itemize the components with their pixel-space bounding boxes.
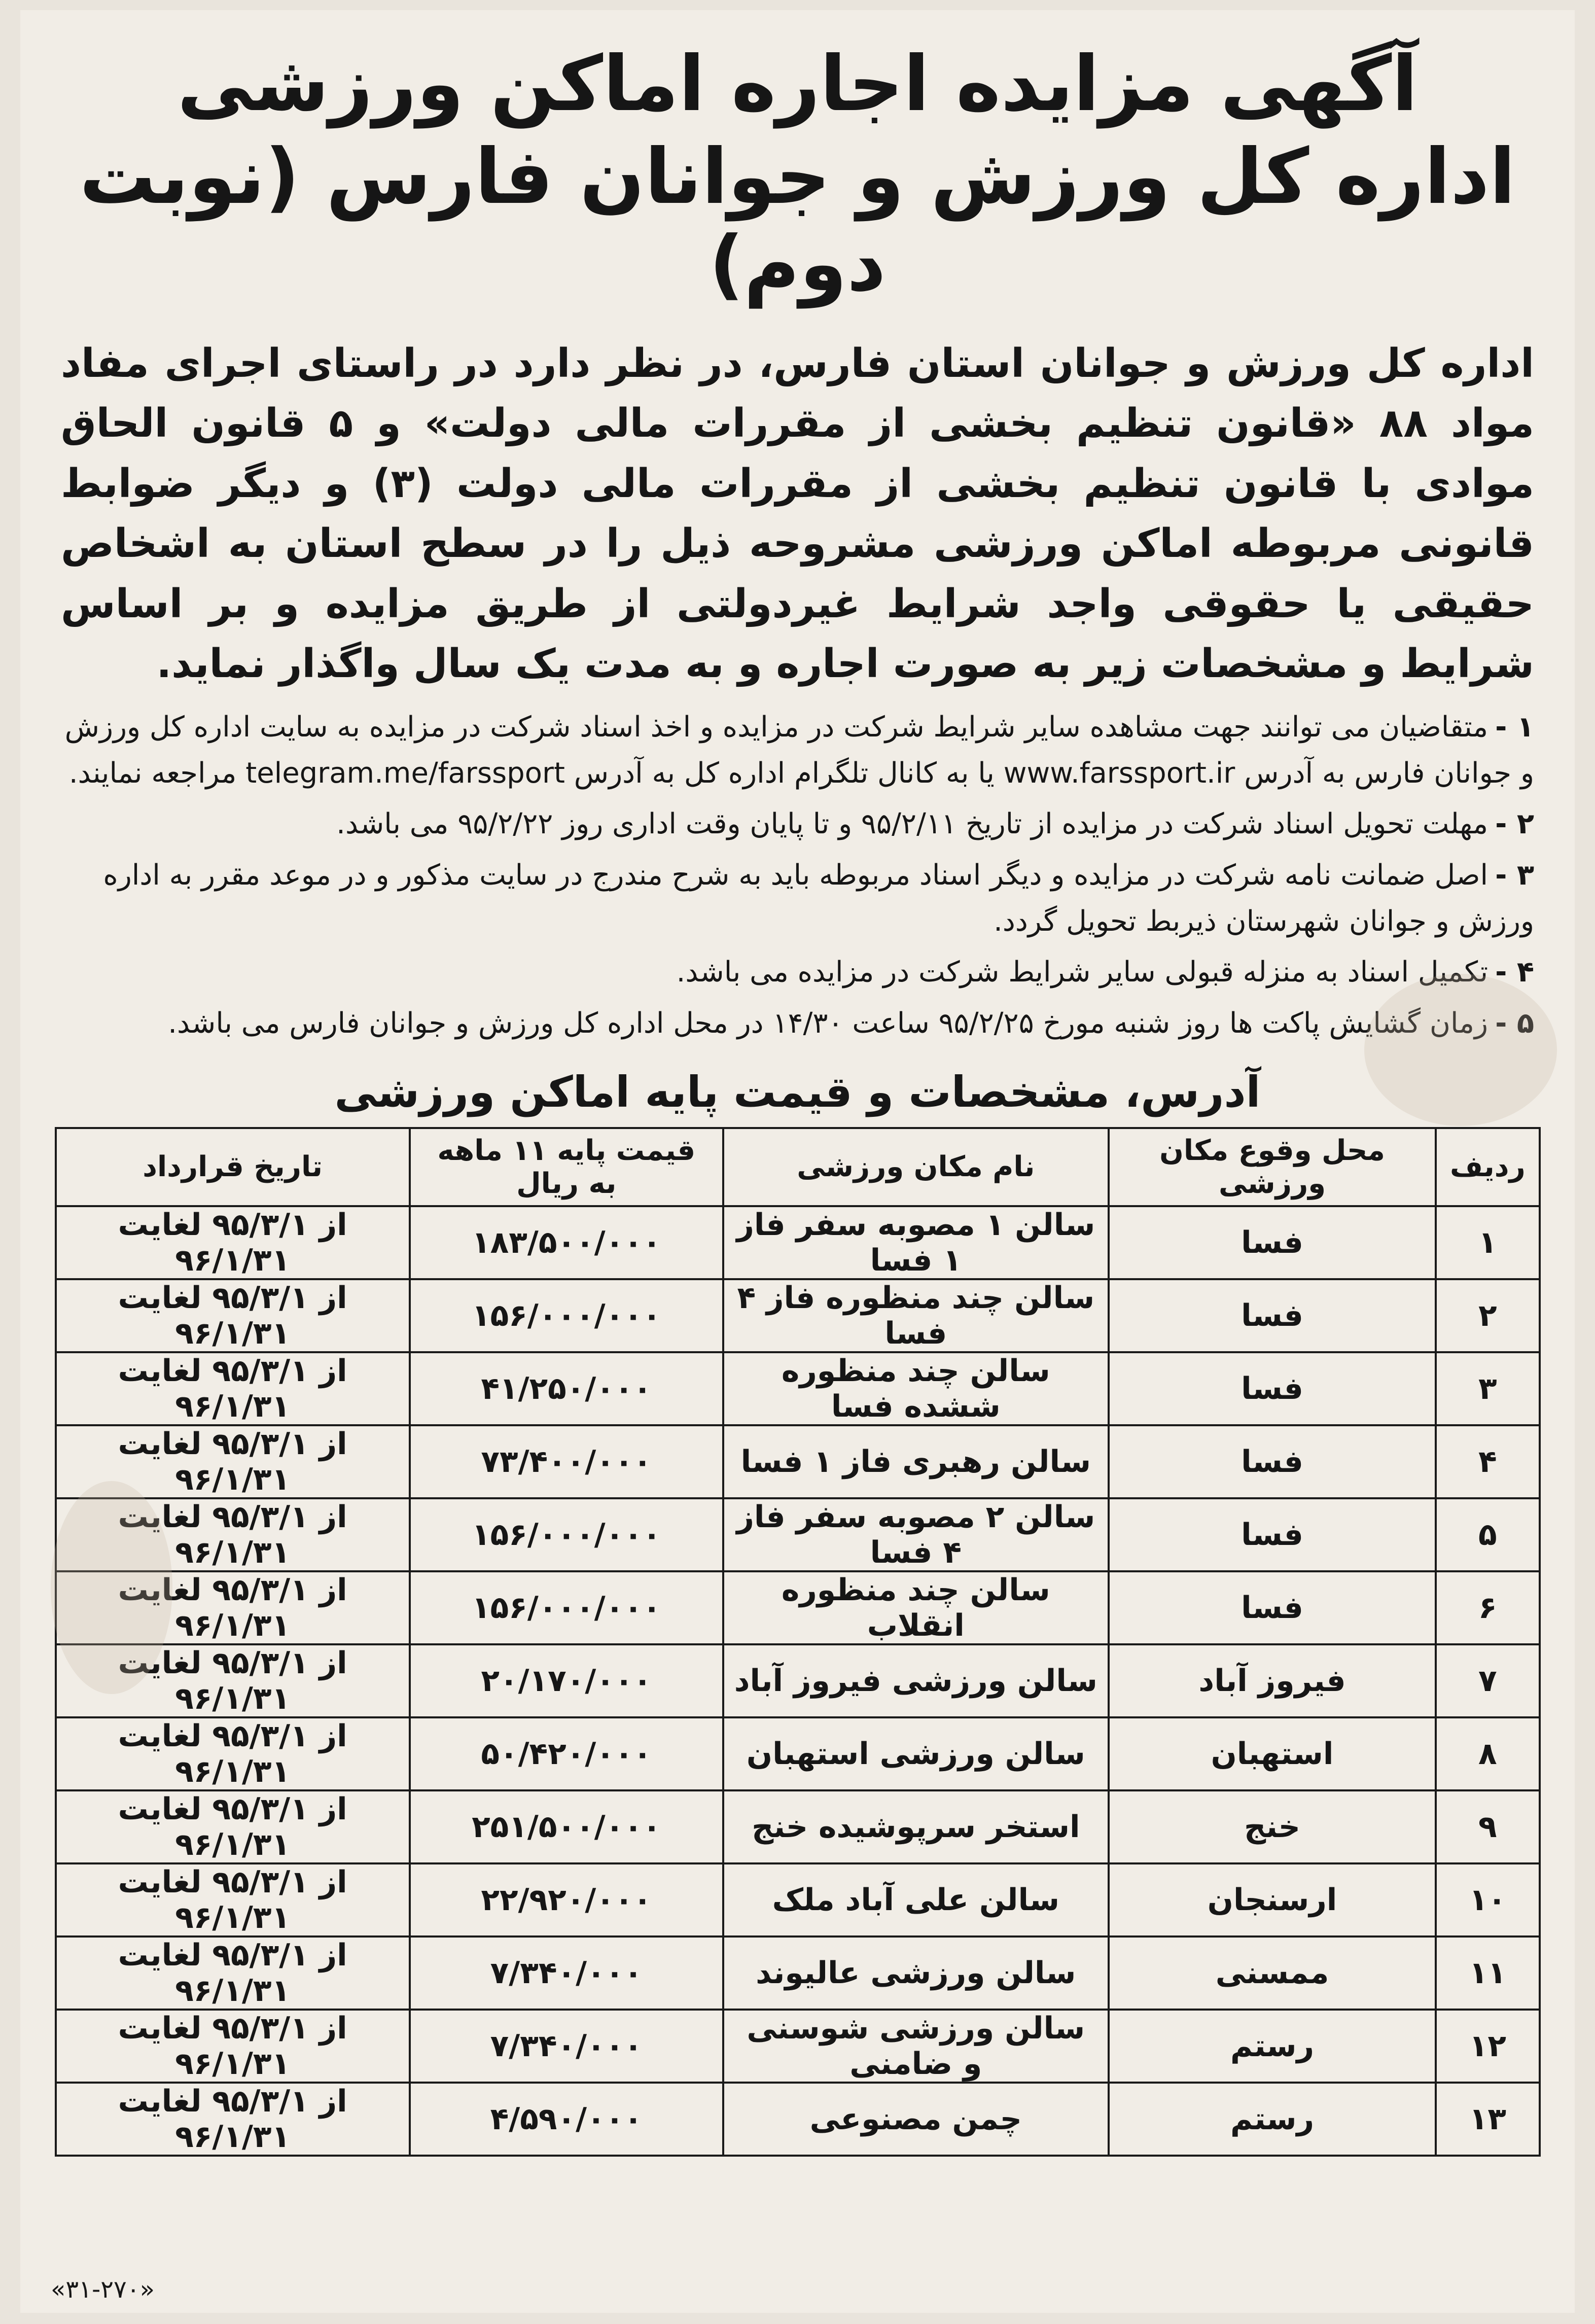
venue-name-cell: سالن علی آباد ملک (723, 1863, 1109, 1936)
clause-item (61, 853, 1534, 944)
base-price-cell: ۱۵۶/۰۰۰/۰۰۰ (410, 1498, 723, 1571)
row-number-cell: ۲ (1436, 1279, 1539, 1352)
clause-number: ۳ - (1495, 858, 1534, 892)
clause-text: اصل ضمانت نامه شرکت در مزایده و دیگر اسناد مربوطه باید به شرح مندرج در سایت مذکور و در موعد مقرر به اداره ورزش و جوانان شهرستان ذیربط تحویل گردد. (103, 858, 1534, 938)
row-number-cell: ۷ (1436, 1644, 1539, 1717)
base-price-cell: ۴۱/۲۵۰/۰۰۰ (410, 1352, 723, 1425)
venue-name-cell: سالن چند منظوره انقلاب (723, 1571, 1109, 1644)
location-cell: ارسنجان (1109, 1863, 1436, 1936)
table-row (56, 1498, 1540, 1571)
clause-item (61, 1001, 1534, 1047)
table-row (56, 1936, 1540, 2010)
table-body (56, 1206, 1540, 2156)
table-row (56, 1571, 1540, 1644)
table-row (56, 1279, 1540, 1352)
row-number-cell: ۱ (1436, 1206, 1539, 1279)
ad-subtitle: اداره کل ورزش و جوانان فارس (نوبت دوم) (79, 132, 1516, 308)
clause-number: ۱ - (1495, 710, 1534, 744)
base-price-cell: ۲۲/۹۲۰/۰۰۰ (410, 1863, 723, 1936)
table-row (56, 1717, 1540, 1790)
table-row (56, 1425, 1540, 1498)
venue-name-cell: سالن ورزشی فیروز آباد (723, 1644, 1109, 1717)
clause-item (61, 801, 1534, 848)
table-row (56, 1790, 1540, 1863)
ad-reference-code: «۳۱-۲۷۰» (51, 2275, 155, 2304)
table-row (56, 2010, 1540, 2083)
location-cell: رستم (1109, 2083, 1436, 2156)
contract-date-cell: از ۹۵/۳/۱ لغایت ۹۶/۱/۳۱ (56, 1863, 410, 1936)
contract-date-cell: از ۹۵/۳/۱ لغایت ۹۶/۱/۳۱ (56, 1206, 410, 1279)
venues-table (55, 1127, 1541, 2157)
table-row (56, 2083, 1540, 2156)
venue-name-cell: سالن ۲ مصوبه سفر فاز ۴ فسا (723, 1498, 1109, 1571)
header-base-price: قیمت پایه ۱۱ ماهه به ریال (410, 1128, 723, 1206)
ad-title: آگهی مزایده اجاره اماکن ورزشی (177, 40, 1418, 128)
contract-date-cell: از ۹۵/۳/۱ لغایت ۹۶/۱/۳۱ (56, 1790, 410, 1863)
header-location: محل وقوع مکان ورزشی (1109, 1128, 1436, 1206)
table-row (56, 1206, 1540, 1279)
row-number-cell: ۴ (1436, 1425, 1539, 1498)
venue-name-cell: سالن ورزشی استهبان (723, 1717, 1109, 1790)
clause-number: ۲ - (1495, 807, 1534, 841)
contract-date-cell: از ۹۵/۳/۱ لغایت ۹۶/۱/۳۱ (56, 1644, 410, 1717)
clause-text: زمان گشایش پاکت ها روز شنبه مورخ ۹۵/۲/۲۵ ساعت ۱۴/۳۰ در محل اداره کل ورزش و جوانان فارس می باشد. (168, 1007, 1488, 1040)
table-header-row (56, 1128, 1540, 1206)
contract-date-cell: از ۹۵/۳/۱ لغایت ۹۶/۱/۳۱ (56, 2083, 410, 2156)
row-number-cell: ۹ (1436, 1790, 1539, 1863)
clauses-list (61, 705, 1534, 1047)
base-price-cell: ۲۰/۱۷۰/۰۰۰ (410, 1644, 723, 1717)
clause-text: تکمیل اسناد به منزله قبولی سایر شرایط شرکت در مزایده می باشد. (676, 956, 1488, 989)
venue-name-cell: سالن ورزشی عالیوند (723, 1936, 1109, 2010)
row-number-cell: ۶ (1436, 1571, 1539, 1644)
advertisement-page (20, 10, 1575, 2313)
header-contract-date: تاریخ قرارداد (56, 1128, 410, 1206)
location-cell: فسا (1109, 1279, 1436, 1352)
contract-date-cell: از ۹۵/۳/۱ لغایت ۹۶/۱/۳۱ (56, 1279, 410, 1352)
location-cell: استهبان (1109, 1717, 1436, 1790)
location-cell: فسا (1109, 1425, 1436, 1498)
clause-text: مهلت تحویل اسناد شرکت در مزایده از تاریخ ۹۵/۲/۱۱ و تا پایان وقت اداری روز ۹۵/۲/۲۲ می باشد. (336, 807, 1488, 841)
location-cell: فسا (1109, 1571, 1436, 1644)
venue-name-cell: استخر سرپوشیده خنج (723, 1790, 1109, 1863)
venue-name-cell: سالن چند منظوره فاز ۴ فسا (723, 1279, 1109, 1352)
venue-name-cell: چمن مصنوعی (723, 2083, 1109, 2156)
paper-stain (1364, 974, 1557, 1126)
location-cell: فسا (1109, 1498, 1436, 1571)
contract-date-cell: از ۹۵/۳/۱ لغایت ۹۶/۱/۳۱ (56, 1936, 410, 2010)
row-number-cell: ۱۰ (1436, 1863, 1539, 1936)
clause-number: ۵ - (1495, 1007, 1534, 1040)
base-price-cell: ۱۵۶/۰۰۰/۰۰۰ (410, 1279, 723, 1352)
paper-stain (51, 1481, 172, 1694)
base-price-cell: ۵۰/۴۲۰/۰۰۰ (410, 1717, 723, 1790)
base-price-cell: ۴/۵۹۰/۰۰۰ (410, 2083, 723, 2156)
row-number-cell: ۱۱ (1436, 1936, 1539, 2010)
table-row (56, 1644, 1540, 1717)
base-price-cell: ۷/۳۴۰/۰۰۰ (410, 1936, 723, 2010)
row-number-cell: ۱۳ (1436, 2083, 1539, 2156)
row-number-cell: ۳ (1436, 1352, 1539, 1425)
location-cell: فسا (1109, 1206, 1436, 1279)
row-number-cell: ۵ (1436, 1498, 1539, 1571)
clause-item (61, 705, 1534, 796)
location-cell: فسا (1109, 1352, 1436, 1425)
venue-name-cell: سالن ورزشی شوسنی و ضامنی (723, 2010, 1109, 2083)
venue-name-cell: سالن ۱ مصوبه سفر فاز ۱ فسا (723, 1206, 1109, 1279)
clause-number: ۴ - (1495, 956, 1534, 989)
location-cell: رستم (1109, 2010, 1436, 2083)
location-cell: فیروز آباد (1109, 1644, 1436, 1717)
location-cell: خنج (1109, 1790, 1436, 1863)
contract-date-cell: از ۹۵/۳/۱ لغایت ۹۶/۱/۳۱ (56, 2010, 410, 2083)
contract-date-cell: از ۹۵/۳/۱ لغایت ۹۶/۱/۳۱ (56, 1717, 410, 1790)
intro-paragraph: اداره کل ورزش و جوانان استان فارس، در نظر دارد در راستای اجرای مفاد مواد ۸۸ «قانون تنظیم بخشی از مقررات مالی دولت» و ۵ قانون الحاق موادی با قانون تنظیم بخشی از مقررات مالی دولت (۳) و دیگر ضوابط قانونی مربوطه اماکن ورزشی مشروحه ذیل را در سطح استان به اشخاص حقیقی یا حقوقی واجد شرایط غیردولتی از طریق مزایده و بر اساس شرایط و مشخصات زیر به صورت اجاره و به مدت یک سال واگذار نماید. (61, 340, 1534, 687)
clause-item (61, 949, 1534, 996)
base-price-cell: ۷۳/۴۰۰/۰۰۰ (410, 1425, 723, 1498)
contract-date-cell: از ۹۵/۳/۱ لغایت ۹۶/۱/۳۱ (56, 1425, 410, 1498)
header-row-number: ردیف (1436, 1128, 1539, 1206)
contract-date-cell: از ۹۵/۳/۱ لغایت ۹۶/۱/۳۱ (56, 1498, 410, 1571)
header-venue-name: نام مکان ورزشی (723, 1128, 1109, 1206)
base-price-cell: ۱۸۳/۵۰۰/۰۰۰ (410, 1206, 723, 1279)
venue-name-cell: سالن چند منظوره ششده فسا (723, 1352, 1109, 1425)
table-row (56, 1863, 1540, 1936)
location-cell: ممسنی (1109, 1936, 1436, 2010)
venue-name-cell: سالن رهبری فاز ۱ فسا (723, 1425, 1109, 1498)
row-number-cell: ۱۲ (1436, 2010, 1539, 2083)
table-title: آدرس، مشخصات و قیمت پایه اماکن ورزشی (334, 1067, 1261, 1117)
contract-date-cell: از ۹۵/۳/۱ لغایت ۹۶/۱/۳۱ (56, 1571, 410, 1644)
row-number-cell: ۸ (1436, 1717, 1539, 1790)
base-price-cell: ۷/۳۴۰/۰۰۰ (410, 2010, 723, 2083)
base-price-cell: ۱۵۶/۰۰۰/۰۰۰ (410, 1571, 723, 1644)
contract-date-cell: از ۹۵/۳/۱ لغایت ۹۶/۱/۳۱ (56, 1352, 410, 1425)
base-price-cell: ۲۵۱/۵۰۰/۰۰۰ (410, 1790, 723, 1863)
table-row (56, 1352, 1540, 1425)
clause-text: متقاضیان می توانند جهت مشاهده سایر شرایط شرکت در مزایده و اخذ اسناد شرکت در مزایده به سایت اداره کل ورزش و جوانان فارس به آدرس www.farssport.ir یا به کانال تلگرام اداره کل به آدرس telegram.me/farssport مراجعه نمایند. (64, 710, 1534, 790)
